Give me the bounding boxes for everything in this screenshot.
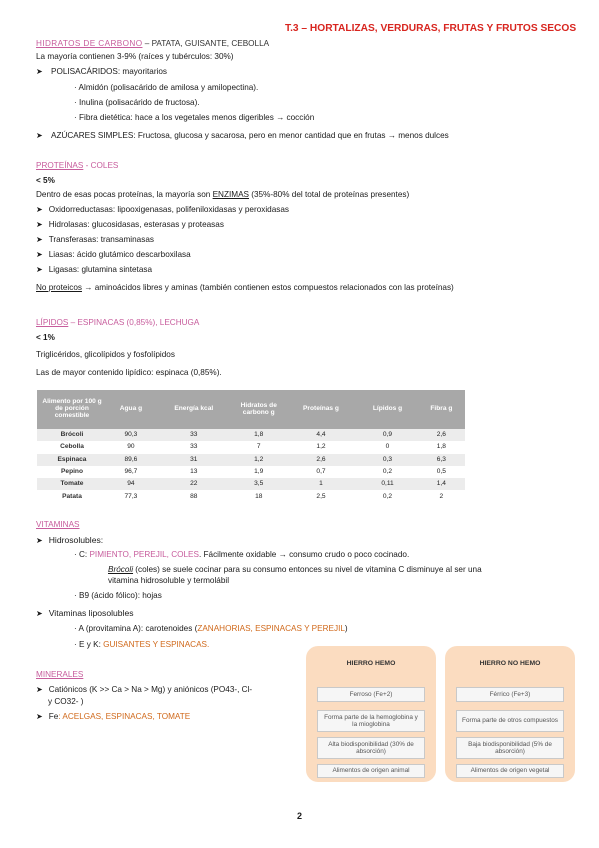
carbohydrates-heading [36,39,269,49]
enzyme-item [36,220,224,230]
table-row [37,478,465,490]
proteins-percent: < 5% [36,176,55,185]
table-header-cell: Fibra g [418,390,465,429]
table-row [37,441,465,453]
arrow-bullet-icon: ➤ [36,67,43,76]
table-cell: 7 [233,441,285,453]
carb-sub-item: · Fibra dietética: hace a los vegetales menos digeribles → cocción [74,113,315,122]
vitamin-c-text: . Fácilmente oxidable → consumo crudo o poco cocinado. [198,550,410,559]
carbohydrates-intro: La mayoría contienen 3-9% (raíces y tubérculos: 30%) [36,52,234,61]
table-cell: 1,9 [233,466,285,478]
lipids-heading-foods: – ESPINACAS (0,85%), LECHUGA [68,318,200,327]
table-cell: 6,3 [418,454,465,466]
azucares-label: AZÚCARES SIMPLES [50,131,134,140]
iron-no-hemo-card: Alimentos de origen vegetal [456,764,564,778]
iron-hemo-card: Alimentos de origen animal [317,764,425,778]
arrow-bullet-icon: ➤ [36,712,43,721]
table-cell: 2,6 [285,454,358,466]
arrow-bullet-icon: ➤ [36,685,43,694]
carb-sub-item: · Almidón (polisacárido de amilosa y amilopectina). [74,83,259,92]
table-cell: 0,3 [357,454,418,466]
no-proteicos-text: → aminoácidos libres y aminas (también contienen estos compuestos relacionados con las proteínas) [81,283,454,292]
table-cell: 3,5 [233,478,285,490]
table-cell: 1,8 [418,441,465,453]
arrow-bullet-icon: ➤ [36,250,43,259]
table-cell: 0 [357,441,418,453]
lipids-percent: < 1% [36,333,55,342]
no-proteicos-label: No proteicos [36,283,82,292]
brocoli-text-1: (coles) se suele cocinar para su consumo entonces su nivel de vitamina C disminuye al ser una [133,565,482,574]
proteins-heading-label: PROTEÍNAS [36,161,84,170]
enzyme-item-text: Ligasas: glutamina sintetasa [48,265,153,274]
table-cell: 0,5 [418,466,465,478]
table-cell: 0,7 [285,466,358,478]
polisacaridos-item [36,67,167,77]
table-cell: 96,7 [107,466,155,478]
brocoli-note [108,565,482,575]
hidrosolubles-label: Hidrosolubles: [48,535,104,545]
table-cell: 0,2 [357,490,418,502]
proteins-heading [36,161,118,171]
minerals-heading [36,670,83,680]
hidrosolubles-item [36,535,103,546]
lipids-heading [36,318,199,328]
enzyme-item [36,235,154,245]
vitamin-c-line [74,550,409,560]
vitamin-a-line [74,624,348,634]
table-header-cell: Hidratos de carbono g [233,390,285,429]
cationicos-text-2: y CO32- ) [48,697,84,706]
table-cell: 89,6 [107,454,155,466]
polisacaridos-label: POLISACÁRIDOS [50,67,118,76]
table-header-row [37,390,465,429]
iron-hemo-title: HIERRO HEMO [346,660,396,667]
vitamin-c-label: · C: [74,550,90,559]
table-cell: 2 [418,490,465,502]
vitamin-a-foods: ZANAHORIAS, ESPINACAS Y PEREJIL [197,624,345,633]
vitamins-heading-label: VITAMINAS [36,520,80,529]
table-cell: 31 [155,454,233,466]
table-cell: 33 [155,441,233,453]
arrow-bullet-icon: ➤ [36,265,43,274]
arrow-bullet-icon: ➤ [36,536,43,545]
table-cell: 18 [233,490,285,502]
enzyme-item-text: Hidrolasas: glucosidasas, esterasas y proteasas [48,220,224,229]
arrow-bullet-icon: ➤ [36,131,43,140]
food-name-cell: Patata [37,490,107,502]
iron-no-hemo-card: Férrico (Fe+3) [456,687,564,702]
carb-sub-item: · Inulina (polisacárido de fructosa). [74,98,200,107]
table-cell: 13 [155,466,233,478]
nutrition-table [37,390,465,503]
enzyme-item-text: Liasas: ácido glutámico descarboxilasa [48,250,191,259]
azucares-text: : Fructosa, glucosa y sacarosa, pero en menor cantidad que en frutas → menos dulces [133,131,449,140]
table-header-cell: Lípidos g [357,390,418,429]
iron-hemo-box [306,646,436,782]
brocoli-word: Brócoli [108,565,134,574]
liposolubles-label: Vitaminas liposolubles [48,608,134,618]
table-header-cell: Proteínas g [285,390,358,429]
vitamin-ek-foods: GUISANTES Y ESPINACAS. [103,640,210,649]
table-cell: 90,3 [107,429,155,441]
iron-no-hemo-title: HIERRO NO HEMO [479,660,541,667]
proteins-intro [36,190,409,200]
fe-foods: : ACELGAS, ESPINACAS, TOMATE [58,712,191,721]
enzyme-item [36,205,289,215]
page-number: 2 [296,811,302,821]
iron-no-hemo-box [445,646,575,782]
table-cell: 22 [155,478,233,490]
iron-hemo-card: Ferroso (Fe+2) [317,687,425,702]
table-cell: 1 [285,478,358,490]
food-name-cell: Tomate [37,478,107,490]
food-name-cell: Pepino [37,466,107,478]
vitamins-heading [36,520,80,530]
fe-item [36,712,190,722]
lipids-line-2: Las de mayor contenido lipídico: espinaca (0,85%). [36,368,222,377]
table-cell: 0,2 [357,466,418,478]
table-row [37,429,465,441]
table-cell: 90 [107,441,155,453]
table-cell: 2,5 [285,490,358,502]
table-cell: 0,9 [357,429,418,441]
table-header-cell: Agua g [107,390,155,429]
vitamin-ek-label: · E y K: [74,640,104,649]
table-cell: 1,2 [233,454,285,466]
iron-no-hemo-card: Baja biodisponibilidad (5% de absorción) [456,737,564,759]
table-cell: 94 [107,478,155,490]
arrow-bullet-icon: ➤ [36,609,43,618]
table-cell: 2,6 [418,429,465,441]
proteins-intro-a: Dentro de esas pocas proteínas, la mayoría son [36,190,213,199]
table-cell: 1,4 [418,478,465,490]
iron-hemo-card: Forma parte de la hemoglobina y la mioglobina [317,710,425,732]
table-row [37,454,465,466]
food-name-cell: Brócoli [37,429,107,441]
cationicos-item [36,685,252,695]
carbohydrates-heading-label: HIDRATOS DE CARBONO [36,39,143,48]
table-header-cell: Energía kcal [155,390,233,429]
page-title: T.3 – HORTALIZAS, VERDURAS, FRUTAS Y FRUTOS SECOS [285,23,577,34]
table-cell: 1,8 [233,429,285,441]
enzyme-item [36,265,152,275]
table-cell: 88 [155,490,233,502]
vitamin-b9-line: · B9 (ácido fólico): hojas [74,591,162,600]
brocoli-text-2: vitamina hidrosoluble y termolábil [108,576,230,585]
proteins-intro-b: (35%-80% del total de proteínas presentes) [249,190,410,199]
proteins-heading-foods: - COLES [83,161,119,170]
table-cell: 4,4 [285,429,358,441]
enzyme-item-text: Transferasas: transaminasas [48,235,154,244]
arrow-bullet-icon: ➤ [36,235,43,244]
food-name-cell: Espinaca [37,454,107,466]
proteins-intro-enzimas: ENZIMAS [212,190,249,199]
polisacaridos-text: : mayoritarios [117,67,168,76]
table-cell: 33 [155,429,233,441]
vitamin-c-foods: PIMIENTO, PEREJIL, COLES [89,550,199,559]
liposolubles-item [36,608,134,619]
iron-no-hemo-card: Forma parte de otros compuestos [456,710,564,732]
arrow-bullet-icon: ➤ [36,220,43,229]
table-row [37,466,465,478]
vitamin-ek-line [74,640,209,650]
table-cell: 77,3 [107,490,155,502]
azucares-item [36,131,449,141]
no-proteicos-line [36,283,454,293]
table-cell: 0,11 [357,478,418,490]
enzyme-item [36,250,191,260]
cationicos-text-1: Catiónicos (K >> Ca > Na > Mg) y aniónicos (PO43-, Cl- [48,685,253,694]
food-name-cell: Cebolla [37,441,107,453]
minerals-heading-label: MINERALES [36,670,84,679]
carbohydrates-heading-foods: – PATATA, GUISANTE, CEBOLLA [142,39,270,48]
enzyme-item-text: Oxidorreductasas: lipooxigenasas, polifeniloxidasas y peroxidasas [48,205,290,214]
iron-hemo-card: Alta biodisponibilidad (30% de absorción) [317,737,425,759]
vitamin-a-close: ) [344,624,348,633]
lipids-heading-label: LÍPIDOS [36,318,69,327]
fe-label: Fe [48,712,59,721]
table-row [37,490,465,502]
lipids-line-1: Triglicéridos, glicolípidos y fosfolípidos [36,350,175,359]
arrow-bullet-icon: ➤ [36,205,43,214]
table-header-cell: Alimento por 100 g de porción comestible [37,390,107,429]
vitamin-a-label: · A (provitamina A): carotenoides ( [74,624,198,633]
table-cell: 1,2 [285,441,358,453]
